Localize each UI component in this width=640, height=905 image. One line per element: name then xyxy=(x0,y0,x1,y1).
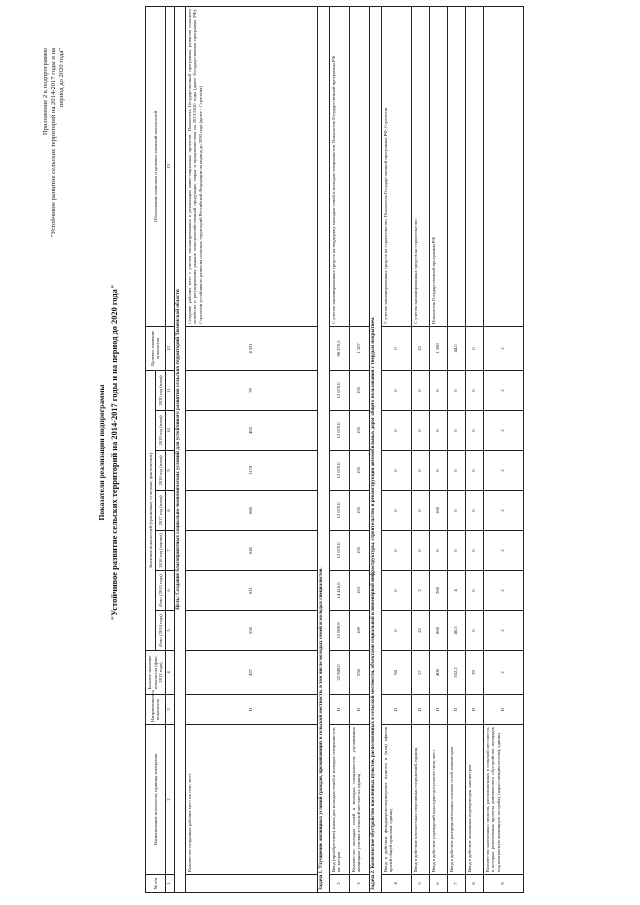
col-number: 3 xyxy=(165,695,174,725)
value-2014-cell: 0 xyxy=(381,611,411,651)
value-2015-cell: 811 xyxy=(185,571,317,611)
task-1-text: Задача 1. Улучшение жилищных условий граждан, проживающих в сельской местности, в том числе молодых семей и молодых специалистов. xyxy=(317,6,329,892)
value-2017-cell: 155 xyxy=(349,491,369,531)
col-2018-header: 2018 год (план) xyxy=(155,451,165,491)
row-number: 8 xyxy=(465,875,483,893)
col-name-header: Наименование показателя, единица измерения xyxy=(146,725,166,875)
value-2015-cell: 0 xyxy=(465,571,483,611)
value-2018-cell: 0 xyxy=(447,451,465,491)
col-number: 2 xyxy=(165,725,174,875)
basis-cell: С учетом запланированных средств на строительство. Показатель Государственной программы РФ, Стратегии xyxy=(381,6,411,326)
indicator-name: Количество населенных пунктов, расположенных в сельской местности, в которых реализованы проекты комплексного обустройства площадок под компактную жилищную застройку (нарастающим итогом), единиц xyxy=(483,725,523,875)
col-number: 10 xyxy=(165,411,174,451)
target-value-cell: 1 107 xyxy=(349,326,369,370)
value-2014-cell: 550 xyxy=(185,611,317,651)
target-value-cell: 25 xyxy=(411,326,429,370)
base-value-cell: 94 xyxy=(381,651,411,695)
row-number: 7 xyxy=(447,875,465,893)
table-row xyxy=(381,6,411,892)
row-number: 6 xyxy=(429,875,447,893)
indicator-name: Ввод в действие локальных водопроводов, километров xyxy=(465,725,483,875)
value-2014-cell: 22 xyxy=(411,611,429,651)
direction-cell: П xyxy=(349,695,369,725)
value-2018-cell: 2 xyxy=(483,451,523,491)
basis-cell xyxy=(447,6,465,326)
value-2014-cell: 40,5 xyxy=(447,611,465,651)
target-value-cell: 2 xyxy=(483,326,523,370)
col-number: 11 xyxy=(165,370,174,410)
task-2-row xyxy=(369,6,381,892)
row-number: 5 xyxy=(411,875,429,893)
col-2014-header: Факт (2014 года) xyxy=(155,611,165,651)
value-2019-cell: 0 xyxy=(381,411,411,451)
col-2017-header: 2017 год (план) xyxy=(155,491,165,531)
appendix-line-1: Приложение 2 к подпрограмме xyxy=(42,48,49,136)
basis-cell: С учетом запланированных средств на строительство. xyxy=(411,6,429,326)
target-value-cell: 0 xyxy=(381,326,411,370)
col-2016-header: 2016 год (оценка) xyxy=(155,531,165,571)
col-2020-header: 2020 год (план) xyxy=(155,370,165,410)
value-2016-cell: 2 xyxy=(483,531,523,571)
value-2017-cell: 0 xyxy=(447,491,465,531)
appendix-line-3: период до 2020 года" xyxy=(58,48,65,108)
table-row xyxy=(465,6,483,892)
value-2016-cell: 0 xyxy=(429,531,447,571)
target-value-cell: 4 331 xyxy=(185,326,317,370)
table-row xyxy=(329,6,349,892)
row-number: 2 xyxy=(329,875,349,893)
value-2014-cell: 0 xyxy=(465,611,483,651)
value-2017-cell: 0 xyxy=(465,491,483,531)
indicator-name: Количество молодых семей и молодых специалистов, улучшивших жилищные условия в сельской местности, единиц xyxy=(349,725,369,875)
base-value-cell: 2 xyxy=(483,651,523,695)
basis-cell: Показатель Государственной программы РФ xyxy=(429,6,447,326)
value-2019-cell: 2 xyxy=(483,411,523,451)
value-2018-cell: 13 670,0 xyxy=(329,451,349,491)
col-target-header: Целевое значение показателя xyxy=(146,326,166,370)
basis-cell xyxy=(483,6,523,326)
value-2020-cell: 0 xyxy=(447,370,465,410)
indicator-name: Ввод в действие распределительных газовых сетей, километров xyxy=(447,725,465,875)
direction-cell: П xyxy=(483,695,523,725)
col-number: 13 xyxy=(165,6,174,326)
indicator-name: Количество созданных рабочих мест на селе, мест xyxy=(185,725,317,875)
direction-cell: П xyxy=(447,695,465,725)
value-2019-cell: 0 xyxy=(447,411,465,451)
direction-cell: П xyxy=(185,695,317,725)
value-2020-cell: 2 xyxy=(483,370,523,410)
value-2015-cell: 0 xyxy=(381,571,411,611)
base-value-cell: 57 xyxy=(411,651,429,695)
value-2020-cell: 13 670,0 xyxy=(329,370,349,410)
appendix-line-2: "Устойчивое развитие сельских территорий на 2014-2017 годы и на xyxy=(50,48,57,238)
col-number: 12 xyxy=(165,326,174,370)
task-2-text: Задача 2. Комплексное обустройство населенных пунктов, расположенных в сельской местности, объектами социальной и инженерной инфраструктуры, строительство и реконструкция автомобильных дорог общего пользования с твердым покрытием. xyxy=(369,6,381,892)
table-row xyxy=(349,6,369,892)
value-2016-cell: 645 xyxy=(185,531,317,571)
value-2018-cell: 0 xyxy=(465,451,483,491)
col-no-header: № п/п xyxy=(146,875,166,893)
basis-cell xyxy=(349,6,369,326)
col-values-group-header: Значения показателей (граничные, отчетные, фактические) xyxy=(146,370,156,650)
value-2017-cell: 0 xyxy=(411,491,429,531)
value-2019-cell: 0 xyxy=(411,411,429,451)
value-2015-cell: 4 xyxy=(447,571,465,611)
value-2016-cell: 0 xyxy=(447,531,465,571)
document-subtitle: "Устойчивое развитие сельских территорий на 2014-2017 годы и на период до 2020 года" xyxy=(110,284,119,621)
col-direction-header: Направленность показателя xyxy=(146,695,166,725)
value-2020-cell: 0 xyxy=(381,370,411,410)
value-2015-cell: 14 416,6 xyxy=(329,571,349,611)
value-2018-cell: 0 xyxy=(381,451,411,491)
row-number: 9 xyxy=(483,875,523,893)
value-2018-cell: 1178 xyxy=(185,451,317,491)
target-value-cell: 98 276,5 xyxy=(329,326,349,370)
col-number: 6 xyxy=(165,571,174,611)
table-row xyxy=(483,6,523,892)
base-value-cell: 29 xyxy=(465,651,483,695)
table-row xyxy=(447,6,465,892)
base-value-cell: 400 xyxy=(429,651,447,695)
value-2016-cell: 0 xyxy=(465,531,483,571)
value-2014-cell: 15 809,9 xyxy=(329,611,349,651)
direction-cell: П xyxy=(429,695,447,725)
row-number xyxy=(185,875,317,893)
value-2015-cell: 200 xyxy=(429,571,447,611)
basis-cell: Создание рабочих мест с учетом запланированных к реализации инвестиционных проектов. Показатель Государственной программы развития сельского хозяйства и регулирования рынков сельскохозяйственной продукции, сырья и продовольствия на 2013-2020 годы (далее Государственная программа РФ). Стратегии устойчивого развития сельских территорий Российской Федерации на период до 2030 года (далее - Стратегия) xyxy=(185,6,317,326)
value-2018-cell: 0 xyxy=(429,451,447,491)
col-number: 1 xyxy=(165,875,174,893)
table-row xyxy=(411,6,429,892)
appendix-header xyxy=(42,48,66,408)
col-number: 5 xyxy=(165,611,174,651)
table-row xyxy=(185,6,317,892)
col-number: 4 xyxy=(165,651,174,695)
value-2019-cell: 155 xyxy=(349,411,369,451)
value-2019-cell: 0 xyxy=(429,411,447,451)
value-2016-cell: 0 xyxy=(411,531,429,571)
col-number: 8 xyxy=(165,491,174,531)
value-2017-cell: 2 xyxy=(483,491,523,531)
indicator-name: Ввод в действие фельдшерско-акушерских пунктов и (или) офисов врачей общей практики, единиц xyxy=(381,725,411,875)
goal-text: Цель: Создание благоприятных социально-экономических условий для устойчивого развития сельских территорий Тюменской области xyxy=(174,6,185,892)
col-number: 9 xyxy=(165,451,174,491)
direction-cell: П xyxy=(381,695,411,725)
target-value-cell: 44,5 xyxy=(447,326,465,370)
basis-cell: С учетом запланированных средств на поддержку молодых семей и молодых специалистов. Показатель Государственной программы РФ xyxy=(329,6,349,326)
value-2015-cell: 163 xyxy=(349,571,369,611)
target-value-cell: 1 100 xyxy=(429,326,447,370)
value-2015-cell: 3 xyxy=(411,571,429,611)
col-2019-header: 2019 год (план) xyxy=(155,411,165,451)
value-2016-cell: 13 670,0 xyxy=(329,531,349,571)
value-2017-cell: 100 xyxy=(429,491,447,531)
direction-cell: П xyxy=(329,695,349,725)
basis-cell xyxy=(465,6,483,326)
direction-cell: П xyxy=(411,695,429,725)
base-value-cell: 437 xyxy=(185,651,317,695)
value-2014-cell: 169 xyxy=(349,611,369,651)
indicator-name: Ввод (приобретение) жилья для молодых семей и молодых специалистов, кв. метров xyxy=(329,725,349,875)
value-2018-cell: 155 xyxy=(349,451,369,491)
indicators-table xyxy=(145,6,524,893)
target-value-cell: 0 xyxy=(465,326,483,370)
indicator-name: Ввод в действие плоскостных спортивных сооружений, единиц xyxy=(411,725,429,875)
value-2019-cell: 0 xyxy=(465,411,483,451)
base-value-cell: 22 949,0 xyxy=(329,651,349,695)
value-2016-cell: 155 xyxy=(349,531,369,571)
value-2020-cell: 79 xyxy=(185,370,317,410)
col-basis-header: Обоснование плановых и целевых значений показателей xyxy=(146,6,166,326)
value-2017-cell: 13 670,0 xyxy=(329,491,349,531)
value-2014-cell: 2 xyxy=(483,611,523,651)
value-2014-cell: 800 xyxy=(429,611,447,651)
value-2020-cell: 0 xyxy=(429,370,447,410)
value-2019-cell: 13 670,0 xyxy=(329,411,349,451)
header-row-1 xyxy=(146,6,156,892)
direction-cell: П xyxy=(465,695,483,725)
value-2018-cell: 0 xyxy=(411,451,429,491)
goal-row xyxy=(174,6,185,892)
column-number-row xyxy=(165,6,174,892)
row-number: 3 xyxy=(349,875,369,893)
value-2020-cell: 0 xyxy=(465,370,483,410)
value-2015-cell: 2 xyxy=(483,571,523,611)
indicator-name: Ввод в действие учреждений культурно-досугового типа, мест xyxy=(429,725,447,875)
value-2019-cell: 402 xyxy=(185,411,317,451)
row-number: 4 xyxy=(381,875,411,893)
col-number: 7 xyxy=(165,531,174,571)
task-1-row xyxy=(317,6,329,892)
value-2020-cell: 155 xyxy=(349,370,369,410)
base-value-cell: 250 xyxy=(349,651,369,695)
value-2017-cell: 686 xyxy=(185,491,317,531)
col-base-header: Базовое значение показателя (факт 2013 года) xyxy=(146,651,166,695)
table-row xyxy=(429,6,447,892)
value-2020-cell: 0 xyxy=(411,370,429,410)
document-title: Показатели реализации подпрограммы xyxy=(97,384,106,521)
base-value-cell: 102,2 xyxy=(447,651,465,695)
value-2017-cell: 0 xyxy=(381,491,411,531)
value-2016-cell: 0 xyxy=(381,531,411,571)
col-2015-header: Факт (2015 года) xyxy=(155,571,165,611)
